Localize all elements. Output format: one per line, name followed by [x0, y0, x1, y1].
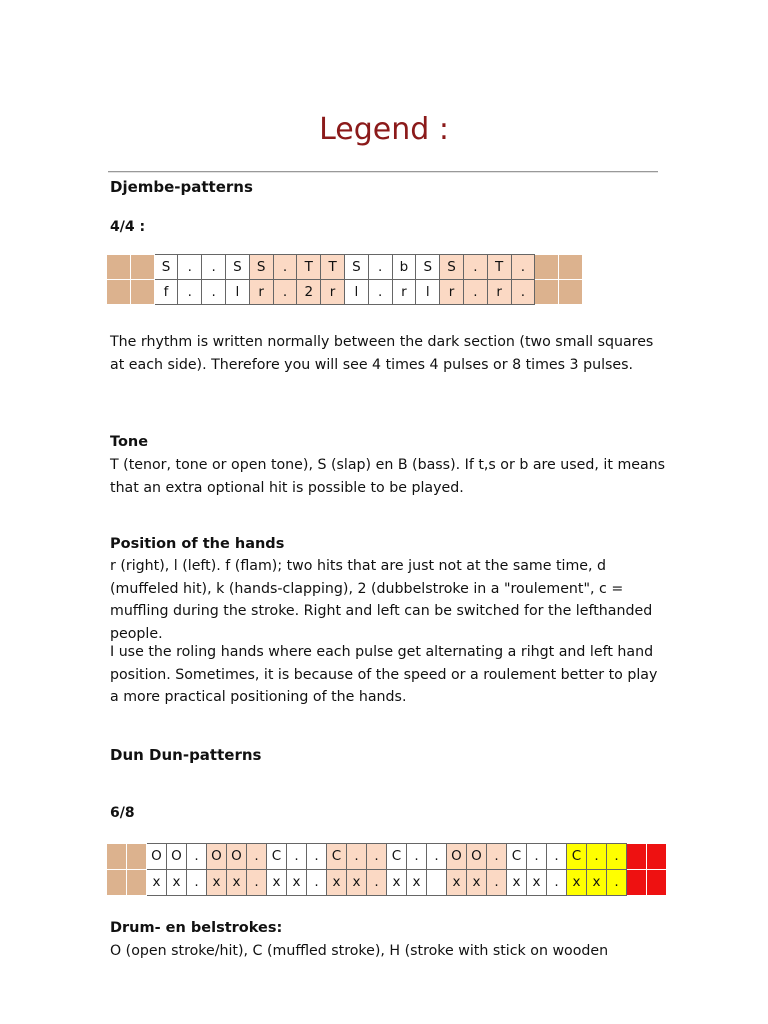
dundun-grid-cell: O — [167, 844, 187, 870]
djembe-pattern-grid — [106, 254, 583, 305]
title-divider — [108, 171, 658, 173]
dundun-grid-cell: x — [387, 870, 407, 896]
djembe-grid-cell: . — [178, 255, 202, 280]
djembe-grid-cell: S — [440, 255, 464, 280]
dundun-grid-cell: . — [547, 844, 567, 870]
djembe-meter: 4/4 : — [110, 219, 146, 235]
djembe-grid-cell: . — [463, 280, 487, 305]
dundun-grid-cell: x — [447, 870, 467, 896]
djembe-grid-cell: f — [154, 280, 178, 305]
hands-heading: Position of the hands — [110, 536, 285, 552]
dundun-grid-cell: . — [607, 870, 627, 896]
djembe-grid-cell — [535, 255, 559, 280]
djembe-grid-row — [107, 280, 583, 305]
dundun-grid-cell: O — [147, 844, 167, 870]
dundun-grid-cell: . — [587, 844, 607, 870]
dundun-grid-cell: . — [187, 844, 207, 870]
dundun-grid-cell: x — [347, 870, 367, 896]
dundun-grid-row — [107, 870, 667, 896]
dundun-grid-cell: x — [527, 870, 547, 896]
djembe-grid-cell: S — [416, 255, 440, 280]
strokes-heading: Drum- en belstrokes: — [110, 920, 283, 936]
djembe-heading: Djembe-patterns — [110, 178, 253, 196]
dundun-grid-cell: . — [307, 870, 327, 896]
dundun-grid-cell: C — [567, 844, 587, 870]
djembe-grid-row — [107, 255, 583, 280]
djembe-grid-cell: . — [178, 280, 202, 305]
dundun-grid-cell: . — [247, 870, 267, 896]
tone-text: T (tenor, tone or open tone), S (slap) en B (bass). If t,s or b are used, it means that an extra optional hit is possible to be played. — [110, 457, 666, 496]
strokes-text: O (open stroke/hit), C (muffled stroke), H (stroke with stick on wooden — [110, 943, 609, 959]
djembe-grid-cell: . — [273, 280, 297, 305]
dundun-grid-cell: x — [467, 870, 487, 896]
dundun-grid-cell: x — [567, 870, 587, 896]
dundun-grid-cell: x — [227, 870, 247, 896]
dundun-grid-cell: . — [407, 844, 427, 870]
dundun-grid-cell: . — [487, 844, 507, 870]
dundun-grid-cell: . — [287, 844, 307, 870]
tone-heading: Tone — [110, 434, 149, 450]
hands-text-1: r (right), l (left). f (flam); two hits that are just not at the same time, d (muffeled hit), k (hands-clapping), 2 (dubbelstroke in a "roulement", c = muffling during the stroke. Right and left can be switched for the lefthanded people. — [110, 558, 653, 642]
dundun-grid-cell: . — [347, 844, 367, 870]
dundun-grid-cell: x — [207, 870, 227, 896]
dundun-heading: Dun Dun-patterns — [110, 746, 262, 764]
djembe-description: The rhythm is written normally between the dark section (two small squares at each side). Therefore you will see 4 times 4 pulses or 8 times 3 pulses. — [110, 334, 654, 373]
dundun-grid-cell: x — [147, 870, 167, 896]
dundun-grid-cell: C — [507, 844, 527, 870]
djembe-grid-cell: . — [273, 255, 297, 280]
djembe-grid-cell — [107, 255, 131, 280]
djembe-grid-cell: l — [344, 280, 368, 305]
djembe-grid-cell: S — [225, 255, 249, 280]
djembe-grid-cell: r — [321, 280, 345, 305]
dundun-grid-cell — [627, 844, 647, 870]
dundun-grid-cell: x — [287, 870, 307, 896]
djembe-grid-cell — [130, 255, 154, 280]
dundun-grid-cell: x — [587, 870, 607, 896]
dundun-grid-cell: O — [227, 844, 247, 870]
dundun-grid-cell — [647, 870, 667, 896]
dundun-grid-cell: . — [367, 844, 387, 870]
djembe-grid-cell: S — [154, 255, 178, 280]
dundun-grid-cell: x — [327, 870, 347, 896]
dundun-grid-cell — [107, 870, 127, 896]
djembe-grid-cell: l — [225, 280, 249, 305]
djembe-grid-cell: . — [511, 280, 535, 305]
dundun-grid-cell — [127, 870, 147, 896]
djembe-grid-cell — [559, 280, 583, 305]
dundun-grid-cell: x — [267, 870, 287, 896]
djembe-grid-cell — [535, 280, 559, 305]
djembe-grid-cell: . — [202, 255, 226, 280]
djembe-grid-cell: . — [368, 280, 392, 305]
dundun-grid-cell — [627, 870, 647, 896]
dundun-grid-cell — [427, 870, 447, 896]
dundun-grid-cell: . — [187, 870, 207, 896]
dundun-grid-row — [107, 844, 667, 870]
djembe-grid-cell: . — [368, 255, 392, 280]
djembe-grid-cell: r — [487, 280, 511, 305]
dundun-grid-cell: . — [527, 844, 547, 870]
djembe-grid-cell: S — [344, 255, 368, 280]
djembe-grid-cell: T — [297, 255, 321, 280]
dundun-grid-cell: x — [507, 870, 527, 896]
dundun-grid-cell: . — [307, 844, 327, 870]
dundun-grid-cell: O — [207, 844, 227, 870]
dundun-grid-cell: x — [167, 870, 187, 896]
dundun-grid-cell: O — [467, 844, 487, 870]
dundun-grid-cell: . — [427, 844, 447, 870]
djembe-grid-cell: . — [511, 255, 535, 280]
dundun-grid-cell: . — [367, 870, 387, 896]
dundun-grid-cell: C — [327, 844, 347, 870]
dundun-pattern-grid — [106, 843, 667, 896]
dundun-grid-cell — [107, 844, 127, 870]
djembe-grid-cell: r — [249, 280, 273, 305]
djembe-grid-cell: r — [440, 280, 464, 305]
djembe-grid-cell: 2 — [297, 280, 321, 305]
dundun-meter: 6/8 — [110, 805, 135, 821]
dundun-grid-cell — [647, 844, 667, 870]
dundun-grid-cell — [127, 844, 147, 870]
hands-text-2: I use the roling hands where each pulse get alternating a rihgt and left hand position. Sometimes, it is because of the speed or a roulement better to play a more practical positioning of the hands. — [110, 644, 658, 705]
djembe-grid-cell — [130, 280, 154, 305]
dundun-grid-cell: x — [407, 870, 427, 896]
djembe-grid-cell — [559, 255, 583, 280]
dundun-grid-cell: . — [487, 870, 507, 896]
dundun-grid-cell: . — [247, 844, 267, 870]
djembe-grid-cell: S — [249, 255, 273, 280]
page-title: Legend : — [319, 112, 449, 147]
djembe-grid-cell: l — [416, 280, 440, 305]
dundun-grid-cell: . — [607, 844, 627, 870]
djembe-grid-cell: r — [392, 280, 416, 305]
dundun-grid-cell: C — [387, 844, 407, 870]
dundun-grid-cell: C — [267, 844, 287, 870]
dundun-grid-cell: O — [447, 844, 467, 870]
djembe-grid-cell: . — [202, 280, 226, 305]
dundun-grid-cell: . — [547, 870, 567, 896]
djembe-grid-cell — [107, 280, 131, 305]
djembe-grid-cell: T — [321, 255, 345, 280]
djembe-grid-cell: b — [392, 255, 416, 280]
djembe-grid-cell: . — [463, 255, 487, 280]
djembe-grid-cell: T — [487, 255, 511, 280]
